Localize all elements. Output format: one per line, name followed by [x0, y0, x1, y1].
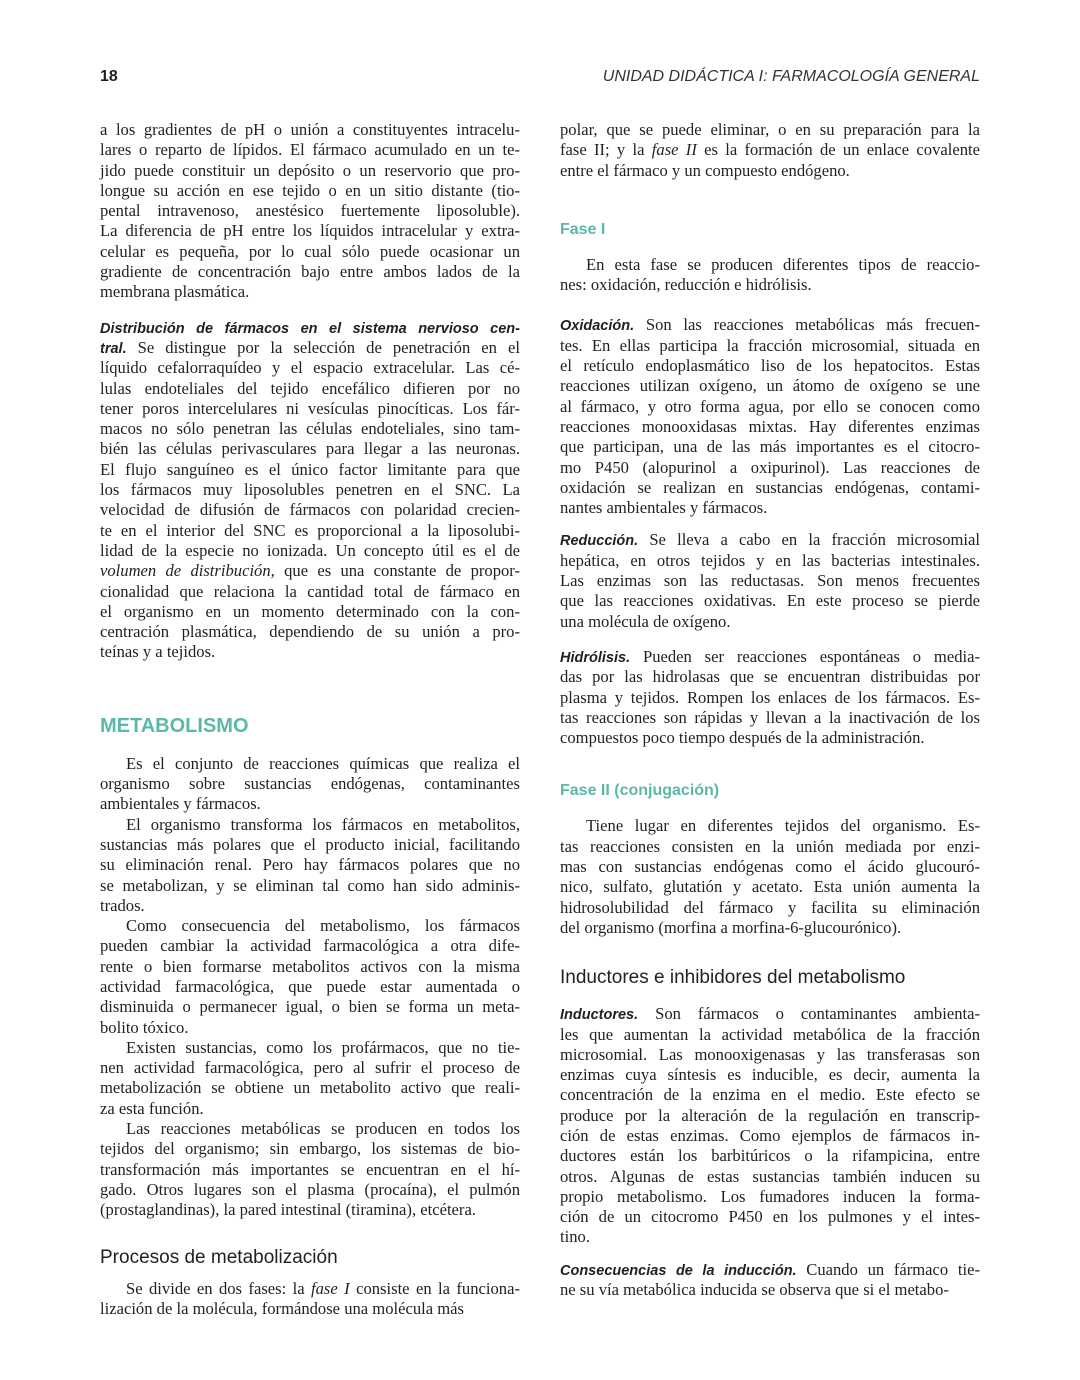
text-line: tas reacciones son rápidas y llevan a la inactivación de los — [560, 707, 980, 727]
subheading-inductores: Inductores e inhibidores del metabolismo — [560, 967, 906, 989]
paragraph-fase-1 — [560, 255, 980, 296]
text-line: jido puede constituir un depósito o un reservorio que pro- — [100, 160, 520, 180]
text-line: Tiene lugar en diferentes tejidos del organismo. Es- — [586, 816, 980, 836]
text-line: nes: oxidación, reducción e hidrólisis. — [560, 275, 812, 295]
text-line: nantes ambientales y fármacos. — [560, 498, 768, 518]
paragraph-hidrolisis — [560, 647, 980, 748]
running-title: UNIDAD DIDÁCTICA I: FARMACOLOGÍA GENERAL — [602, 68, 980, 85]
text-line: compuestos poco tiempo después de la administración. — [560, 728, 925, 748]
text-line: su eliminación renal. Pero hay fármacos polares que no — [100, 855, 520, 875]
text-line — [560, 1004, 980, 1024]
text-line: ductores están los barbitúricos o la rifampicina, entre — [560, 1146, 980, 1166]
text-segment: Se divide en dos fases: la — [126, 1278, 311, 1298]
text-line: concentración de la enzima en el medio. Este efecto se — [560, 1085, 980, 1105]
run-in-heading: Reducción. — [560, 533, 639, 550]
text-line — [100, 338, 520, 358]
text-line: La diferencia de pH entre los líquidos intracelular y extra- — [100, 221, 520, 241]
text-line: reacciones utilizan oxígeno, un átomo de oxígeno se une — [560, 376, 980, 396]
text-segment: fase II; y la — [560, 140, 652, 160]
text-line: longue su acción en ese tejido o en un sitio distante (tio- — [100, 180, 520, 200]
text-line — [560, 530, 980, 550]
text-line: les que aumentan la actividad metabólica de la fracción — [560, 1024, 980, 1044]
paragraph-oxidacion — [560, 315, 980, 518]
text-line: pental intravenoso, anestésico fuertemente liposoluble). — [100, 201, 520, 221]
text-line — [560, 1260, 980, 1280]
text-segment: Cuando un fármaco tie- — [796, 1259, 980, 1279]
text-line: Las reacciones metabólicas se producen en todos los — [126, 1119, 520, 1139]
text-line: tas reacciones consisten en la unión mediada por enzi- — [560, 836, 980, 856]
text-segment: Pueden ser reacciones espontáneas o media- — [630, 646, 980, 666]
text-line: hidrosolubilidad del fármaco y facilita su eliminación — [560, 897, 980, 917]
text-line: hepática, en otros tejidos y en las bacterias intestinales. — [560, 550, 980, 570]
text-line: mas con sustancias endógenas como el ácido glucouró- — [560, 857, 980, 877]
text-line: celular es pequeña, por lo cual sólo puede ocasionar un — [100, 241, 520, 261]
text-line: lidad de la especie no ionizada. Un concepto útil es el de — [100, 540, 520, 560]
text-line: tener poros intercelulares ni vesículas pinocíticas. Los fár- — [100, 398, 520, 418]
text-line: rente o bien formarse metabolitos activos con la misma — [100, 956, 520, 976]
text-line: te en el interior del SNC es proporcional a la liposolubi- — [100, 520, 520, 540]
text-line: microsomial. Las monooxigenasas y las transferasas son — [560, 1044, 980, 1064]
text-line: que las reacciones oxidativas. En este proceso se pierde — [560, 591, 980, 611]
text-line: pueden cambiar la actividad farmacológica a otra dife- — [100, 936, 520, 956]
text-line: gradiente de concentración bajo entre ambos lados de la — [100, 262, 520, 282]
text-line: centración plasmática, dependiendo de su unión a pro- — [100, 622, 520, 642]
text-line: los fármacos muy liposolubles penetren en el SNC. La — [100, 480, 520, 500]
paragraph-fase-2 — [560, 816, 980, 938]
italic-term: fase II — [651, 140, 697, 160]
text-line: disminuida o permanecer igual, o bien se forma un meta- — [100, 997, 520, 1017]
text-line: bién las células perivasculares para llegar a las neuronas. — [100, 439, 520, 459]
text-line: produce por la alteración de la regulación en transcrip- — [560, 1105, 980, 1125]
text-line: El flujo sanguíneo es el único factor limitante para que — [100, 459, 520, 479]
text-line: al fármaco, y otro forma agua, por ello se conocen como — [560, 396, 980, 416]
run-in-heading: Inductores. — [560, 1007, 639, 1024]
text-line: lulas endoteliales del tejido encefálico difieren por no — [100, 378, 520, 398]
text-line: Las enzimas son las reductasas. Son menos frecuentes — [560, 571, 980, 591]
text-line: bolito tóxico. — [100, 1017, 189, 1037]
text-line: líquido cefalorraquídeo y el espacio extracelular. Las cé- — [100, 358, 520, 378]
text-segment: Son las reacciones metabólicas más frecuen- — [634, 315, 980, 335]
run-in-heading: tral. — [100, 340, 127, 357]
text-line: se metabolizan, y se eliminan tal como han sido adminis- — [100, 875, 520, 895]
paragraph-consecuencias — [560, 1260, 980, 1301]
text-line — [100, 1279, 520, 1299]
text-line: que participan, una de las más importantes es el citocro- — [560, 437, 980, 457]
text-line: za esta función. — [100, 1098, 204, 1118]
right-column — [560, 120, 980, 1300]
heading-fase-2: Fase II (conjugación) — [560, 782, 720, 800]
text-line: polar, que se puede eliminar, o en su preparación para la — [560, 120, 980, 139]
text-line: organismo sobre sustancias endógenas, contaminantes — [100, 774, 520, 794]
italic-term: fase I — [311, 1278, 350, 1298]
text-line: Existen sustancias, como los profármacos, que no tie- — [126, 1037, 520, 1057]
text-line: lización de la molécula, formándose una molécula más — [100, 1298, 465, 1318]
paragraph-intro — [100, 120, 520, 303]
text-line: nico, sulfato, glutatión y acetato. Esta unión aumenta la — [560, 877, 980, 897]
text-line: cionalidad que relaciona la cantidad total de fármaco en — [100, 581, 520, 601]
subheading-procesos: Procesos de metabolización — [100, 1246, 338, 1268]
text-line: El organismo transforma los fármacos en metabolitos, — [126, 814, 520, 834]
text-line: reacciones monooxidasas mixtas. Hay diferentes enzimas — [560, 416, 980, 436]
text-line: trados. — [100, 895, 145, 915]
text-line: el retículo endoplasmático liso de los hepatocitos. Estas — [560, 356, 980, 376]
text-line: teínas y a tejidos. — [100, 642, 216, 662]
text-segment: Se lleva a cabo en la fracción microsomial — [638, 530, 980, 550]
text-line: tino. — [560, 1227, 590, 1247]
text-line: metabolización se obtiene un metabolito activo que reali- — [100, 1078, 520, 1098]
text-line: entre el fármaco y un compuesto endógeno. — [560, 160, 850, 180]
text-line: una molécula de oxígeno. — [560, 611, 731, 631]
text-line — [560, 647, 980, 667]
text-line: plasma y tejidos. Rompen los enlaces de los fármacos. Es- — [560, 687, 980, 707]
text-line: Es el conjunto de reacciones químicas que realiza el — [126, 753, 520, 773]
text-line: tejidos del organismo; sin embargo, los sistemas de bio- — [100, 1139, 520, 1159]
text-line: gado. Otros lugares son el plasma (procaína), el pulmón — [100, 1179, 520, 1199]
paragraph-procesos — [100, 1279, 520, 1320]
text-line: macos no sólo penetran las células endoteliales, sino tam- — [100, 419, 520, 439]
text-line: das por las hidrolasas que se encuentran distribuidas por — [560, 667, 980, 687]
paragraph-reduccion — [560, 530, 980, 631]
paragraph-continuation — [560, 120, 980, 181]
text-segment: consiste en la funciona- — [349, 1278, 520, 1298]
text-segment: Son fármacos o contaminantes ambienta- — [638, 1004, 980, 1024]
text-line — [100, 561, 520, 581]
text-line — [560, 315, 980, 335]
text-line — [560, 140, 980, 160]
text-line — [100, 318, 520, 338]
text-line: a los gradientes de pH o unión a constituyentes intracelu- — [100, 120, 520, 139]
text-segment: que es una constante de propor- — [274, 561, 521, 581]
text-segment: es la formación de un enlace covalente — [696, 140, 980, 160]
text-line: (prostaglandinas), la pared intestinal (tiramina), etcétera. — [100, 1200, 476, 1220]
run-in-heading: Oxidación. — [560, 318, 635, 335]
text-line: ción de estas enzimas. Como ejemplos de fármacos in- — [560, 1125, 980, 1145]
text-line: transformación más importantes se encuentran en el hí- — [100, 1159, 520, 1179]
text-line: Como consecuencia del metabolismo, los fármacos — [126, 916, 520, 936]
text-line: lares o reparto de lípidos. El fármaco acumulado en un te- — [100, 140, 520, 160]
run-in-heading: Hidrólisis. — [560, 649, 631, 666]
heading-fase-1: Fase I — [560, 220, 606, 238]
run-in-heading: Consecuencias de la inducción. — [560, 1262, 797, 1279]
paragraph-inductores — [560, 1004, 980, 1248]
text-line: ne su vía metabólica inducida se observa que si el metabo- — [560, 1280, 949, 1300]
text-line: En esta fase se producen diferentes tipos de reaccio- — [586, 254, 980, 274]
left-column — [100, 120, 520, 1319]
text-line: tes. En ellas participa la fracción microsomial, situada en — [560, 335, 980, 355]
text-segment: Se distingue por la selección de penetración en el — [126, 337, 520, 357]
text-line: nen actividad farmacológica, pero al sufrir el proceso de — [100, 1058, 520, 1078]
paragraph-snc-distribution — [100, 318, 520, 663]
text-line: propio metabolismo. Los fumadores inducen la forma- — [560, 1186, 980, 1206]
run-in-heading: Distribución de fármacos en el sistema nervioso cen- — [100, 320, 520, 337]
page-number: 18 — [100, 68, 118, 85]
text-line: ambientales y fármacos. — [100, 794, 261, 814]
italic-term: volumen de distribución, — [100, 561, 275, 581]
text-line: membrana plasmática. — [100, 282, 250, 302]
text-line: velocidad de difusión de fármacos con polaridad crecien- — [100, 500, 520, 520]
text-line: enzimas cuya síntesis es inducible, es decir, aumenta la — [560, 1065, 980, 1085]
paragraph-metabolismo — [100, 754, 520, 1221]
text-line: actividad farmacológica, que puede estar aumentada o — [100, 976, 520, 996]
text-line: del organismo (morfina a morfina-6-glucourónico). — [560, 917, 902, 937]
text-line: otros. Algunas de estas sustancias también inducen su — [560, 1166, 980, 1186]
text-line: el organismo en un momento determinado con la con- — [100, 601, 520, 621]
text-line: oxidación se realizan en sustancias endógenas, contami- — [560, 477, 980, 497]
section-heading-metabolismo: METABOLISMO — [100, 714, 249, 737]
text-line: ción de un citocromo P450 en los pulmones y el intes- — [560, 1207, 980, 1227]
text-line: sustancias más polares que el producto inicial, facilitando — [100, 834, 520, 854]
text-line: mo P450 (alopurinol a oxipurinol). Las reacciones de — [560, 457, 980, 477]
